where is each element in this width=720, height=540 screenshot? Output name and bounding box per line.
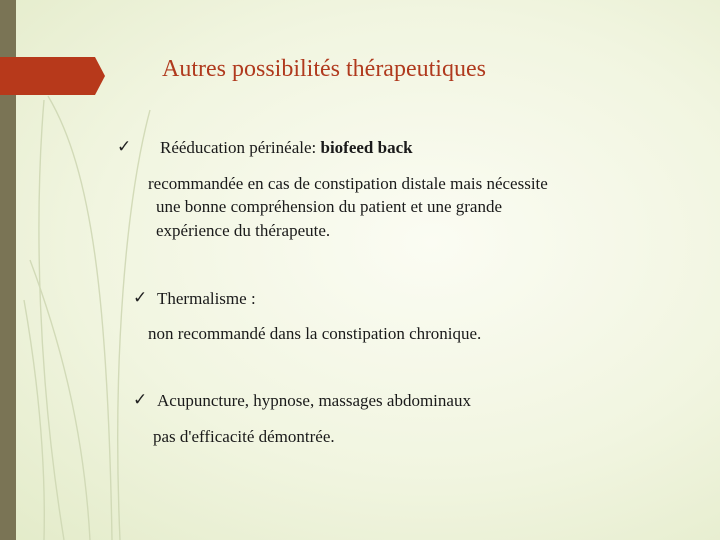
item-1-label: Rééducation périnéale: bbox=[160, 138, 321, 157]
item-1-desc-line-1: recommandée en cas de constipation distale mais nécessite bbox=[148, 174, 548, 193]
title-accent-tab bbox=[0, 57, 105, 95]
check-icon: ✓ bbox=[117, 137, 132, 156]
item-1-desc-line-3: expérience du thérapeute. bbox=[156, 221, 331, 240]
check-icon: ✓ bbox=[133, 288, 148, 307]
item-1-label-bold: biofeed back bbox=[320, 138, 413, 157]
item-2-heading: Thermalisme : bbox=[157, 289, 256, 308]
item-1-heading bbox=[160, 138, 413, 158]
item-3-heading: Acupuncture, hypnose, massages abdominaux bbox=[157, 391, 471, 410]
item-2-desc-line-1: non recommandé dans la constipation chronique. bbox=[148, 324, 482, 343]
item-3-desc-line-1: pas d'efficacité démontrée. bbox=[153, 427, 335, 446]
slide-title: Autres possibilités thérapeutiques bbox=[162, 56, 486, 82]
check-icon: ✓ bbox=[133, 390, 148, 409]
item-1-desc-line-2: une bonne compréhension du patient et une grande bbox=[156, 197, 503, 216]
